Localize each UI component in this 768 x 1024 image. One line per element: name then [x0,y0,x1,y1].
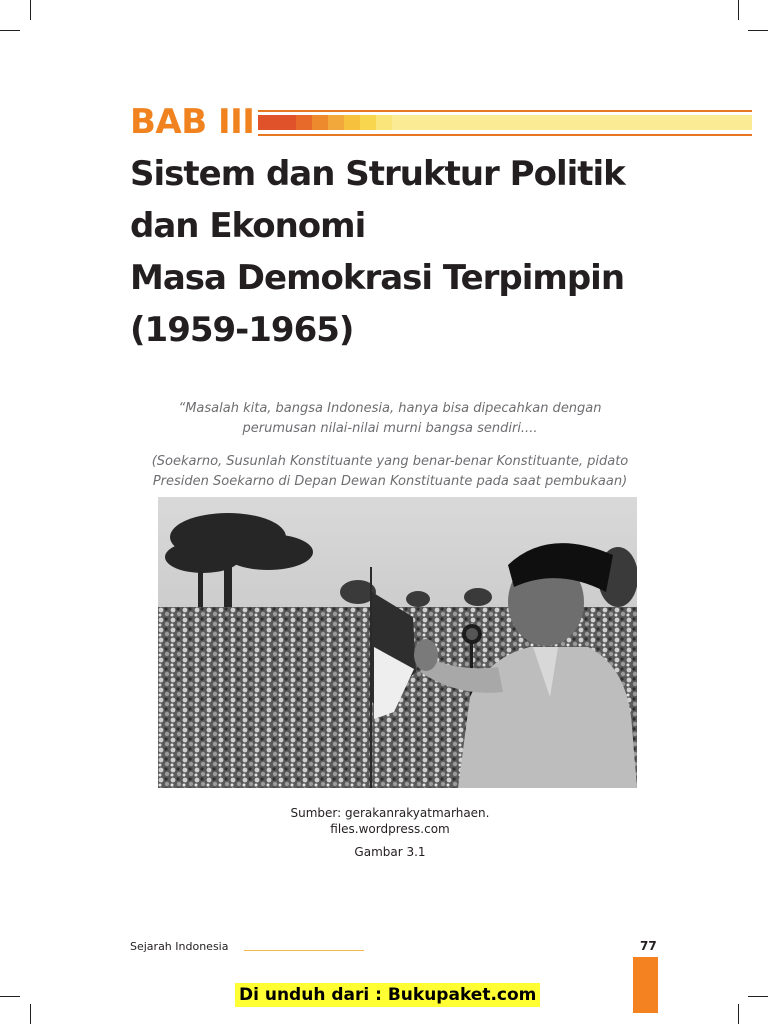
download-banner[interactable]: Di unduh dari : Bukupaket.com [235,983,540,1007]
crop-mark [0,30,20,31]
figure-label: Gambar 3.1 [354,845,426,859]
chapter-bar-blocks [258,115,752,130]
chapter-bar-block [296,115,312,130]
chapter-bar-block [258,115,296,130]
epigraph-line: “Masalah kita, bangsa Indonesia, hanya bisa dipecahkan dengan [178,401,602,416]
chapter-bar-block [344,115,360,130]
chapter-bar-bottom-line [258,134,752,136]
epigraph-line: perumusan nilai-nilai murni bangsa sendiri.... [242,421,538,436]
chapter-label: BAB III [130,102,255,142]
footer-divider [244,950,364,951]
chapter-bar [258,110,752,134]
chapter-title-line: Sistem dan Struktur Politik [130,154,625,194]
crop-mark [30,0,31,20]
crop-mark [738,0,739,20]
chapter-bar-block [312,115,328,130]
figure-photo [158,497,637,788]
epigraph-quote [150,399,630,439]
page-tab [633,957,658,1013]
figure-source-line: Sumber: gerakanrakyatmarhaen. [290,806,490,820]
chapter-bar-block [376,115,392,130]
epigraph-source-line: (Soekarno, Susunlah Konstituante yang benar-benar Konstituante, pidato [151,454,629,469]
crop-mark [738,1004,739,1024]
chapter-header [130,100,752,144]
crop-mark [748,996,768,997]
figure-source [230,805,550,837]
figure-source-line: files.wordpress.com [330,822,450,836]
chapter-title-line: Masa Demokrasi Terpimpin [130,258,625,298]
chapter-bar-block [328,115,344,130]
speech-photo-illustration [158,497,637,788]
chapter-bar-block [392,115,752,130]
chapter-bar-block [360,115,376,130]
chapter-bar-top-line [258,110,752,112]
footer-book-title: Sejarah Indonesia [130,940,229,953]
epigraph-source [150,452,630,492]
chapter-title [130,148,730,356]
crop-mark [0,996,20,997]
crop-mark [30,1004,31,1024]
chapter-title-line: dan Ekonomi [130,206,366,246]
chapter-title-line: (1959-1965) [130,310,354,350]
epigraph-source-line: Presiden Soekarno di Depan Dewan Konstituante pada saat pembukaan) [152,474,628,489]
crop-mark [748,30,768,31]
page-number: 77 [640,939,657,953]
